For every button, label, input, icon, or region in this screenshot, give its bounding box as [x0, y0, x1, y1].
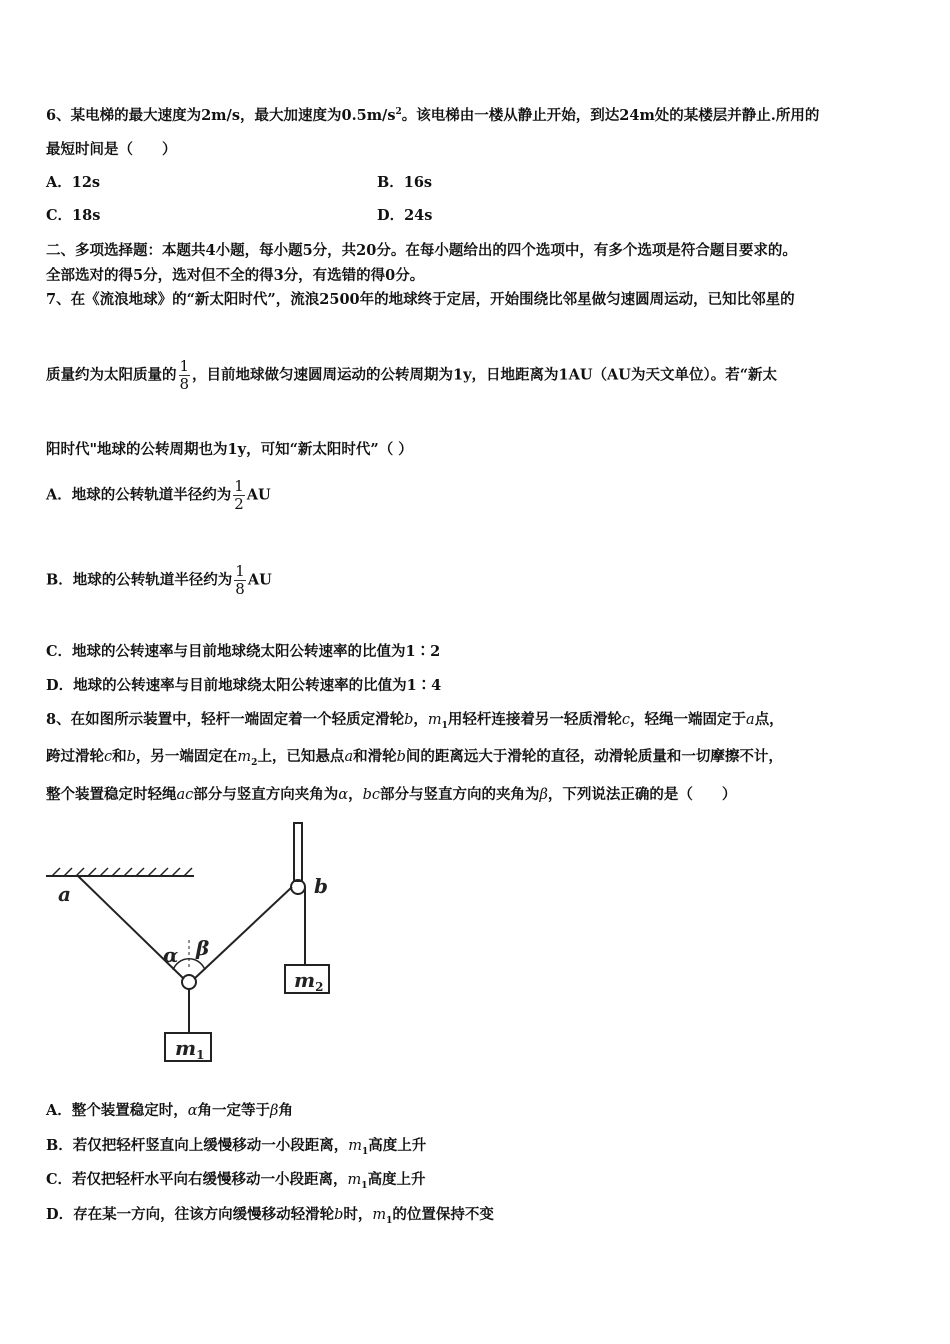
- label-beta: β: [196, 936, 210, 960]
- section2-heading-2: 全部选对的得5分，选对但不全的得3分，有选错的得0分。: [46, 267, 425, 284]
- q6-option-c: C．18s: [46, 207, 101, 224]
- q6-stem-2: 最短时间是（ ）: [46, 141, 177, 158]
- label-alpha: α: [163, 943, 179, 967]
- q6-stem: 6、某电梯的最大速度为2m/s，最大加速度为$0.5m/s^2$。该电梯由一楼从静止开始，到达24m处的某楼层并静止.所用的: [46, 106, 820, 124]
- pulley-b: [291, 880, 305, 894]
- q7-stem: 7、在《流浪地球》的“新太阳时代”，流浪2500年的地球终于定居，开始围绕比邻星做匀速圆周运动，已知比邻星的: [46, 291, 795, 308]
- q7-stem-3: 阳时代"地球的公转周期也为1y，可知“新太阳时代”（ ）: [46, 441, 413, 458]
- ceiling-hatch: [52, 868, 192, 876]
- label-m2: $m_2$: [294, 968, 324, 994]
- q8-option-b: B．若仅把轻杆竖直向上缓慢移动一小段距离，$m_1$高度上升: [46, 1137, 427, 1157]
- q7-option-d: D．地球的公转速率与目前地球绕太阳公转速率的比值为1∶4: [46, 677, 442, 694]
- fraction: $\frac{1}{8}$: [179, 357, 190, 393]
- fraction: $\frac{1}{8}$: [235, 562, 245, 598]
- q8-option-c: C．若仅把轻杆水平向右缓慢移动一小段距离，$m_1$高度上升: [46, 1171, 426, 1191]
- q7-option-a: A．地球的公转轨道半径约为 $\frac{1}{2}$ AU: [46, 477, 271, 513]
- section2-heading: 二、多项选择题：本题共4小题，每小题5分，共20分。在每小题给出的四个选项中，有多个选项是符合题目要求的。: [46, 242, 797, 259]
- pulley-diagram: [40, 815, 350, 1075]
- q7-option-c: C．地球的公转速率与目前地球绕太阳公转速率的比值为1∶2: [46, 643, 441, 660]
- label-b: b: [314, 874, 328, 898]
- rope-bc: [194, 887, 292, 979]
- light-rod: [294, 823, 302, 881]
- q7-option-b: B．地球的公转轨道半径约为 $\frac{1}{8}$ AU: [46, 562, 272, 598]
- q7-stem-2: 质量约为太阳质量的 $\frac{1}{8}$ ，目前地球做匀速圆周运动的公转周期为1y，日地距离为1AU（AU为天文单位）。若“新太: [46, 357, 778, 393]
- label-m1: $m_1$: [175, 1036, 205, 1062]
- q8-stem-2: 跨过滑轮c和b，另一端固定在$m_2$上，已知悬点a和滑轮b间的距离远大于滑轮的直径，动滑轮质量和一切摩擦不计，: [46, 748, 783, 768]
- q6-option-a: A．12s: [46, 174, 101, 191]
- q8-option-d: D．存在某一方向，往该方向缓慢移动轻滑轮b时，$m_1$的位置保持不变: [46, 1206, 494, 1226]
- q8-stem-3: 整个装置稳定时轻绳ac部分与竖直方向夹角为α，bc部分与竖直方向的夹角为β，下列说法正确的是（ ）: [46, 786, 737, 803]
- q6-option-d: D．24s: [377, 207, 433, 224]
- q6-option-b: B．16s: [377, 174, 433, 191]
- pulley-c: [182, 975, 196, 989]
- fraction: $\frac{1}{2}$: [234, 477, 244, 513]
- q8-stem: 8、在如图所示装置中，轻杆一端固定着一个轻质定滑轮b，$m_1$用轻杆连接着另一轻质滑轮c，轻绳一端固定于a点，: [46, 711, 784, 731]
- label-a: a: [58, 882, 71, 906]
- q8-option-a: A．整个装置稳定时，α角一定等于β角: [46, 1102, 293, 1119]
